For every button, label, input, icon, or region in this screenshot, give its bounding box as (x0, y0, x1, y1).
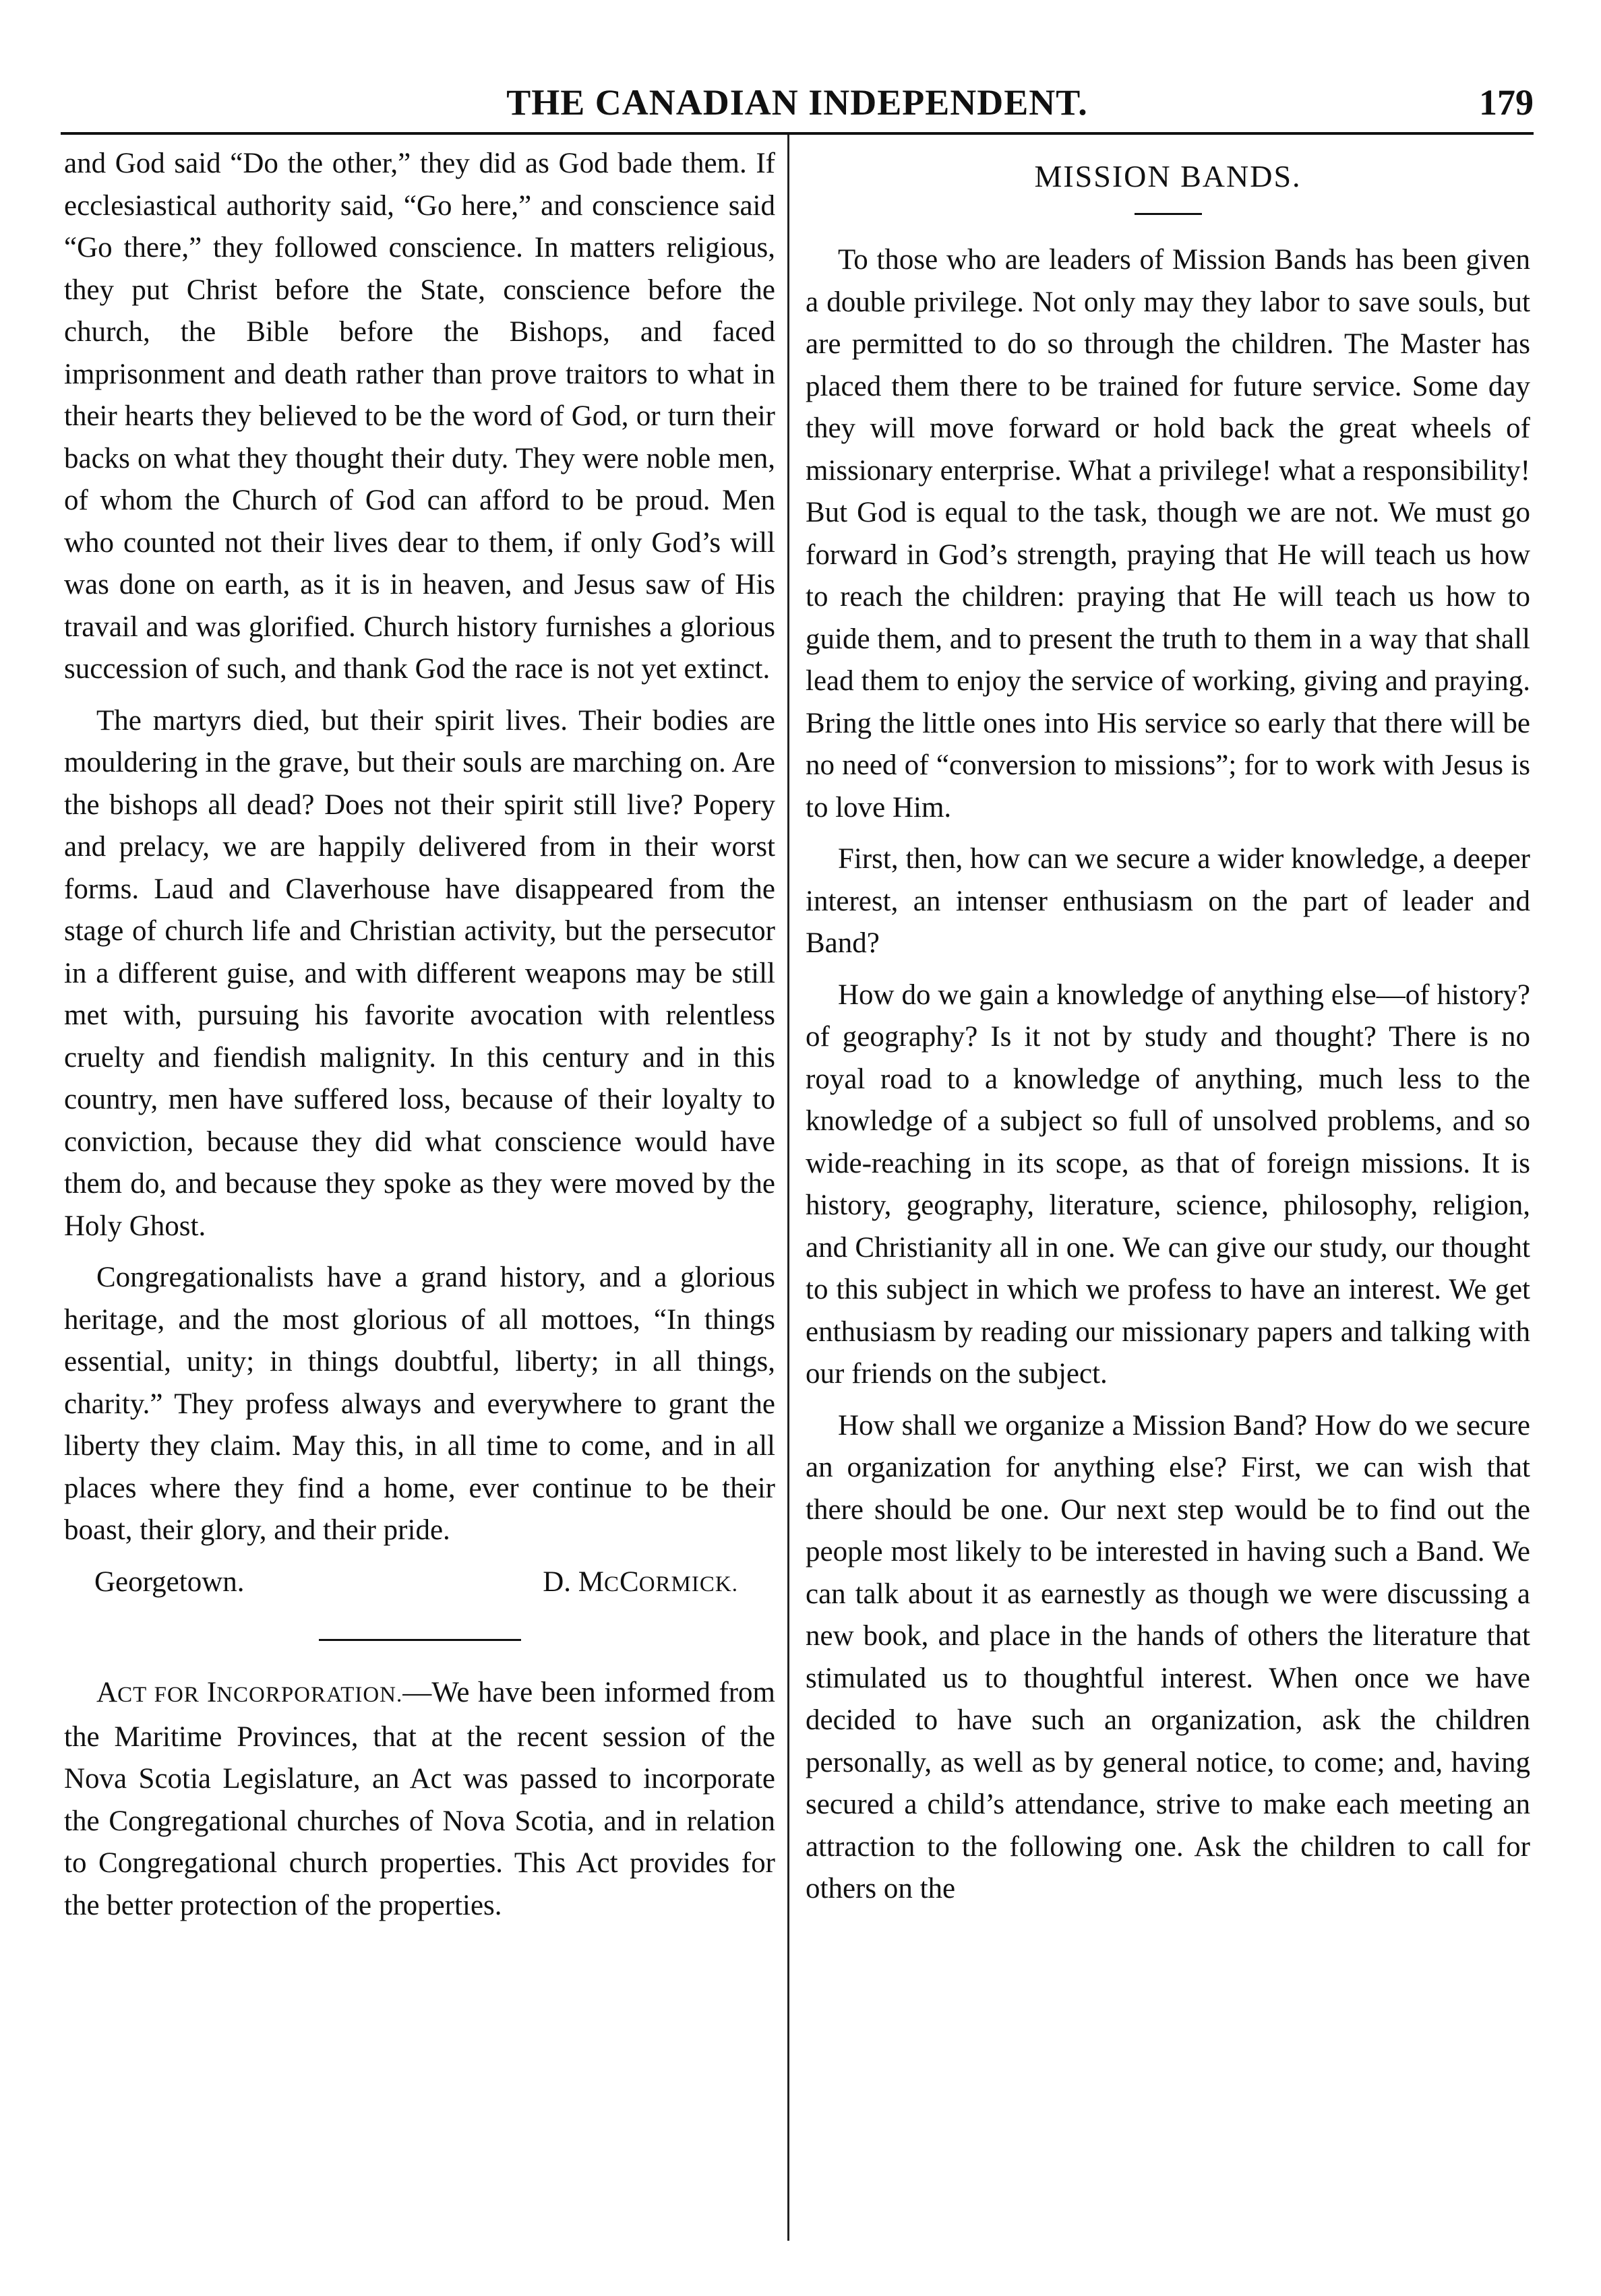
publication-title: THE CANADIAN INDEPENDENT. (506, 82, 1088, 123)
right-column (806, 143, 1530, 1920)
signature-name-part: C (604, 1572, 620, 1596)
left-paragraph-3: Congregationalists have a grand history, and a glorious heritage, and the most glorious of all mottoes, “In things essential, unity; in things doubtful, liberty; in all things, charity.” They profess always and everywhere to grant the liberty they claim. May this, in all time to come, and in all places where they find a home, ever continue to be their boast, their glory, and their pride. (64, 1262, 775, 1546)
column-divider (787, 135, 789, 2241)
left-column (64, 143, 775, 1936)
title-rule (1135, 213, 1202, 215)
right-paragraph-2: First, then, how can we secure a wider knowledge, a deeper interest, an intenser enthusiasm on the part of leader and Band? (806, 843, 1530, 959)
section-title: MISSION BANDS. (1034, 159, 1302, 193)
act-title-part: NCORPORATION. (216, 1683, 403, 1707)
act-text: —We have been informed from the Maritime Provinces, that at the recent session of the Nova Scotia Legislature, an Act was passed to incorporate the Congregational churches of Nova Scotia, and in relation to Congregational church properties. This Act provides for the better protection of the properties. (64, 1677, 775, 1921)
right-paragraph-4: How shall we organize a Mission Band? How do we secure an organization for anything else? First, we can wish that there should be one. Our next step would be to find out the people most likely to be interested in having such a Band. We can talk about it as earnestly as though we were discussing a new book, and place in the hands of others the literature that stimulated us to thoughtful interest. When once we have decided to have such an organization, ask the children personally, as well as by general notice, to come; and, having secured a child’s attendance, strive to make each meeting an attraction to the following one. Ask the children to call for others on the (806, 1409, 1530, 1904)
act-paragraph (64, 1672, 775, 1927)
act-title-part: I (206, 1677, 217, 1708)
left-paragraph-1: and God said “Do the other,” they did as God bade them. If ecclesiastical authority said, “Go here,” and conscience said “Go there,” they followed conscience. In matters religious, they put Christ before the State, conscience before the church, the Bible before the Bishops, and faced imprisonment and death rather than prove traitors to what in their hearts they believed to be the word of God, or turn their backs on what they thought their duty. They were noble men, of whom the Church of God can afford to be proud. Men who counted not their lives dear to them, if only God’s will was done on earth, as it is in heaven, and Jesus saw of His travail and was glorified. Church history furnishes a glorious succession of such, and thank God the race is not yet extinct. (64, 148, 775, 685)
right-paragraph-3: How do we gain a knowledge of anything else—of history? of geography? Is it not by study and thought? There is no royal road to a knowledge of anything, much less to the knowledge of a subject so full of unsolved problems, and so wide-reaching in its scope, as that of foreign missions. It is history, geography, literature, science, philosophy, religion, and Christianity all in one. We can give our study, our thought to this subject in which we profess to have an interest. We get enthusiasm by reading our missionary papers and talking with our friends on the subject. (806, 979, 1530, 1390)
page-number: 179 (1479, 82, 1534, 123)
signature-name-part: C (620, 1565, 639, 1598)
signature-name-part: ORMICK. (638, 1572, 738, 1596)
left-paragraph-2: The martyrs died, but their spirit lives. Their bodies are mouldering in the grave, but their souls are marching on. Are the bishops all dead? Does not their spirit still live? Popery and prelacy, we are happily delivered from in their worst forms. Laud and Claverhouse have disappeared from the stage of church life and Christian activity, but the persecutor in a different guise, and with different weapons may be still met with, pursuing his favorite avocation with relentless cruelty and fiendish malignity. In this century and in this country, men have suffered loss, because of their loyalty to conviction, because they did what conscience would have them do, and because they spoke as they were moved by the Holy Ghost. (64, 704, 775, 1242)
act-title-part: A (96, 1677, 118, 1708)
signature-name-part: D. M (543, 1565, 605, 1598)
signature-place: Georgetown. (94, 1565, 245, 1598)
signature-line (64, 1561, 775, 1606)
act-title-part: CT FOR (117, 1683, 207, 1707)
signature-name (543, 1561, 738, 1606)
header-rule (61, 132, 1534, 135)
article-divider (319, 1639, 521, 1641)
right-paragraph-1: To those who are leaders of Mission Bands has been given a double privilege. Not only may they labor to save souls, but are permitted to do so through the children. The Master has placed them there to be trained for future service. Some day they will move forward or hold back the great wheels of missionary enterprise. What a privilege! what a responsibility! But God is equal to the task, though we are not. We must go forward in God’s strength, praying that He will teach us how to reach the children: praying that He will teach us how to guide them, and to present the truth to them in a way that shall lead them to enjoy the service of working, giving and praying. Bring the little ones into His service so early that there will be no need of “conversion to missions”; for to work with Jesus is to love Him. (806, 244, 1530, 824)
act-title (96, 1677, 402, 1708)
page-header (61, 74, 1534, 131)
